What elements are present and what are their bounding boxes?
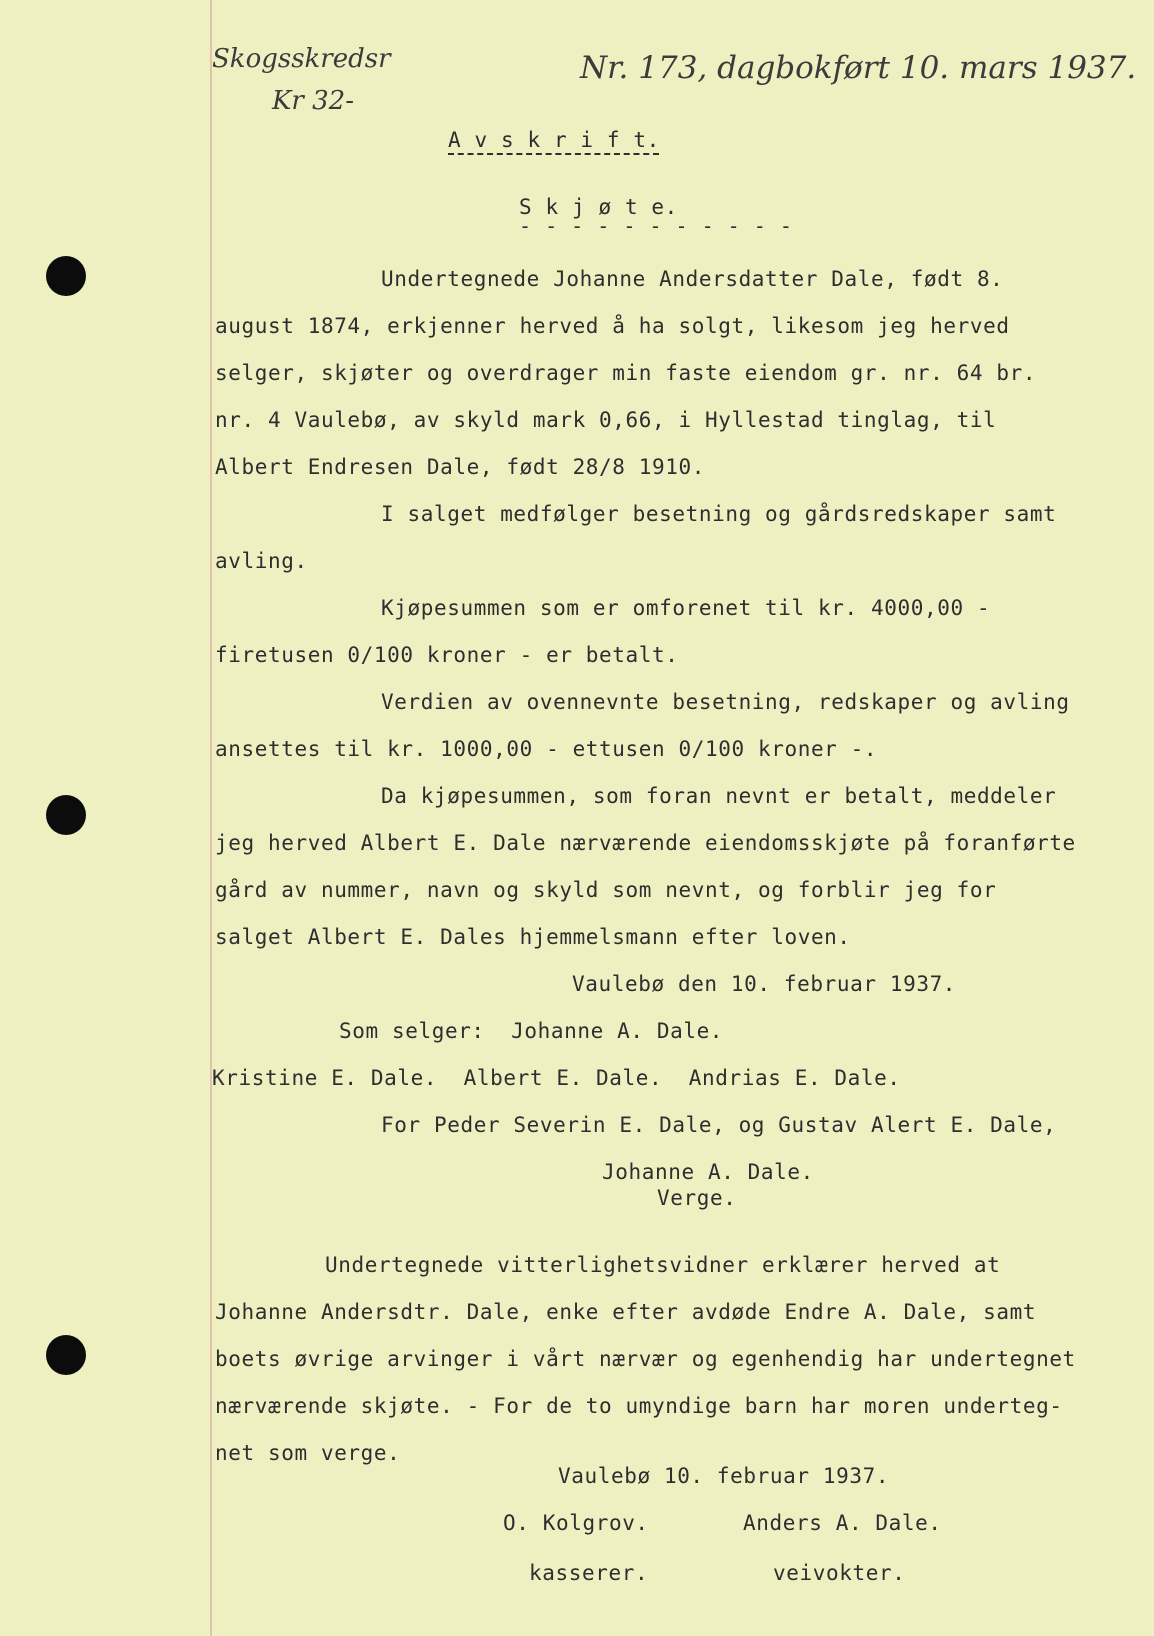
body-line: net som verge. — [215, 1441, 401, 1465]
heading-rule: - - - - - - - - - - - — [519, 214, 793, 238]
seller-signature-line: Som selger: Johanne A. Dale. — [339, 1019, 724, 1043]
witness-signature-2: Anders A. Dale. — [743, 1511, 942, 1535]
place-date-line: Vaulebø den 10. februar 1937. — [572, 972, 957, 996]
body-line: nærværende skjøte. - For de to umyndige barn har moren underteg- — [215, 1394, 1063, 1418]
heading-avskrift: A v s k r i f t. — [448, 128, 660, 152]
body-line: Da kjøpesummen, som foran nevnt er betalt, meddeler — [381, 784, 1057, 808]
body-line: Johanne Andersdtr. Dale, enke efter avdøde Endre A. Dale, samt — [215, 1300, 1037, 1324]
body-line: gård av nummer, navn og skyld som nevnt, og forblir jeg for — [215, 878, 997, 902]
body-line: salget Albert E. Dales hjemmelsmann efter loven. — [215, 925, 851, 949]
heirs-signature-line: Kristine E. Dale. Albert E. Dale. Andrias E. Dale. — [212, 1066, 901, 1090]
handwritten-note-top-left-1: Skogsskredsr — [212, 44, 391, 74]
punch-hole — [46, 256, 86, 296]
guardian-line: For Peder Severin E. Dale, og Gustav Alert E. Dale, — [381, 1113, 1057, 1137]
witness-signature-1: O. Kolgrov. — [503, 1511, 649, 1535]
punch-hole — [46, 1335, 86, 1375]
body-line: avling. — [215, 549, 308, 573]
punch-hole — [46, 795, 86, 835]
body-line: Albert Endresen Dale, født 28/8 1910. — [215, 455, 705, 479]
handwritten-record-number: Nr. 173, dagbokført 10. mars 1937. — [580, 50, 1137, 86]
body-line: august 1874, erkjenner herved å ha solgt, likesom jeg herved — [215, 314, 1010, 338]
place-date-line: Vaulebø 10. februar 1937. — [558, 1464, 890, 1488]
body-line: selger, skjøter og overdrager min faste eiendom gr. nr. 64 br. — [215, 361, 1037, 385]
guardian-signature: Johanne A. Dale. — [602, 1160, 814, 1184]
handwritten-note-top-left-2: Kr 32- — [272, 86, 354, 116]
body-line: firetusen 0/100 kroner - er betalt. — [215, 643, 679, 667]
body-line: boets øvrige arvinger i vårt nærvær og egenhendig har undertegnet — [215, 1347, 1076, 1371]
body-line: Verdien av ovennevnte besetning, redskaper og avling — [381, 690, 1070, 714]
margin-line — [210, 0, 212, 1636]
body-line: Undertegnede vitterlighetsvidner erklærer herved at — [325, 1253, 1001, 1277]
witness-title-1: kasserer. — [529, 1561, 649, 1585]
body-line: jeg herved Albert E. Dale nærværende eiendomsskjøte på foranførte — [215, 831, 1076, 855]
body-line: ansettes til kr. 1000,00 - ettusen 0/100 kroner -. — [215, 737, 878, 761]
body-line: nr. 4 Vaulebø, av skyld mark 0,66, i Hyllestad tinglag, til — [215, 408, 997, 432]
body-line: Undertegnede Johanne Andersdatter Dale, født 8. — [381, 267, 1004, 291]
body-line: I salget medfølger besetning og gårdsredskaper samt — [381, 502, 1057, 526]
body-line: Kjøpesummen som er omforenet til kr. 4000,00 - — [381, 596, 991, 620]
guardian-title: Verge. — [657, 1186, 737, 1210]
witness-title-2: veivokter. — [773, 1561, 906, 1585]
heading-skjote: S k j ø t e. — [519, 195, 678, 219]
